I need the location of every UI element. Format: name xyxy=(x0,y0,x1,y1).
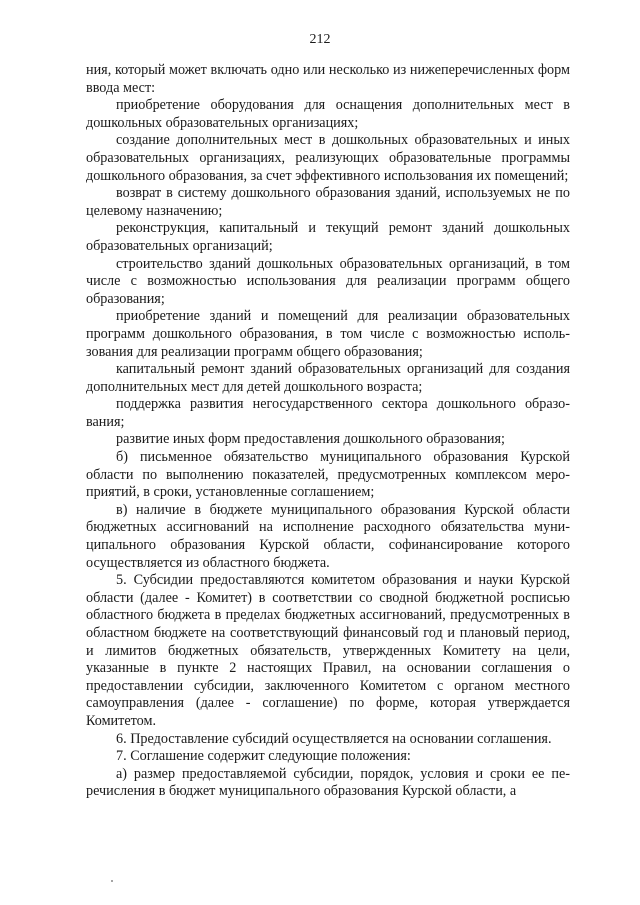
body-paragraph: капитальный ремонт зданий образовательных организаций для создания дополнительных мест для детей дошкольного возраста; xyxy=(86,361,570,395)
scan-speck xyxy=(111,880,113,882)
body-paragraph: приобретение зданий и помещений для реализации образовательных программ дошкольного образования, в том числе с возможностью использования для реализации программ общего образования; xyxy=(86,308,570,360)
body-paragraph: приобретение оборудования для оснащения дополнительных мест в дошкольных образовательных организациях; xyxy=(86,97,570,131)
body-paragraph: развитие иных форм предоставления дошкольного образования; xyxy=(116,431,505,448)
body-paragraph: 6. Предоставление субсидий осуществляется на основании соглашения. xyxy=(116,730,552,747)
body-paragraph: создание дополнительных мест в дошкольных образовательных и иных образовательных организациях, реализующих образовательные программы дошкольного образования, за счет эффективного использования их помещений; xyxy=(86,132,570,184)
body-paragraph: в) наличие в бюджете муниципального образования Курской области бюджетных ассигнований на исполнение расходного обязательства муниципального образования Курской области, софинансирование которого осуществляется из областного бюджета. xyxy=(86,501,570,571)
page-number: 212 xyxy=(309,32,331,47)
body-paragraph: строительство зданий дошкольных образовательных организаций, в том числе с возможностью использования для реализации программ общего образования; xyxy=(86,255,570,307)
body-paragraph: а) размер предоставляемой субсидии, порядок, условия и сроки ее перечисления в бюджет муниципального образования Курской области, а xyxy=(86,765,570,800)
body-paragraph: ния, который может включать одно или несколько из нижеперечисленных форм ввода мест: xyxy=(86,62,570,96)
document-body xyxy=(86,62,570,801)
body-paragraph: поддержка развития негосударственного сектора дошкольного образования; xyxy=(86,396,570,430)
body-paragraph: реконструкция, капитальный и текущий ремонт зданий дошкольных образовательных организаций; xyxy=(86,220,570,254)
body-paragraph: б) письменное обязательство муниципального образования Курской области по выполнению показателей, предусмотренных комплексом мероприятий, в сроки, установленные соглашением; xyxy=(86,449,570,501)
body-paragraph: 5. Субсидии предоставляются комитетом образования и науки Курской области (далее - Комитет) в соответствии со сводной бюджетной росписью областного бюджета в пределах бюджетных ассигнований, предусмотренных в областном бюджете на соответствующий финансовый год и плановый период, и лимитов бюджетных обязательств, утвержденных Комитету на цели, указанные в пункте 2 настоящих Правил, на основании соглашения о предоставлении субсидии, заключенного Комитетом с органом местного самоуправления (далее - соглашение) по форме, которая утверждается Комитетом. xyxy=(86,572,570,729)
body-paragraph: возврат в систему дошкольного образования зданий, используемых не по целевому назначению; xyxy=(86,185,570,219)
body-paragraph: 7. Соглашение содержит следующие положения: xyxy=(116,748,411,765)
